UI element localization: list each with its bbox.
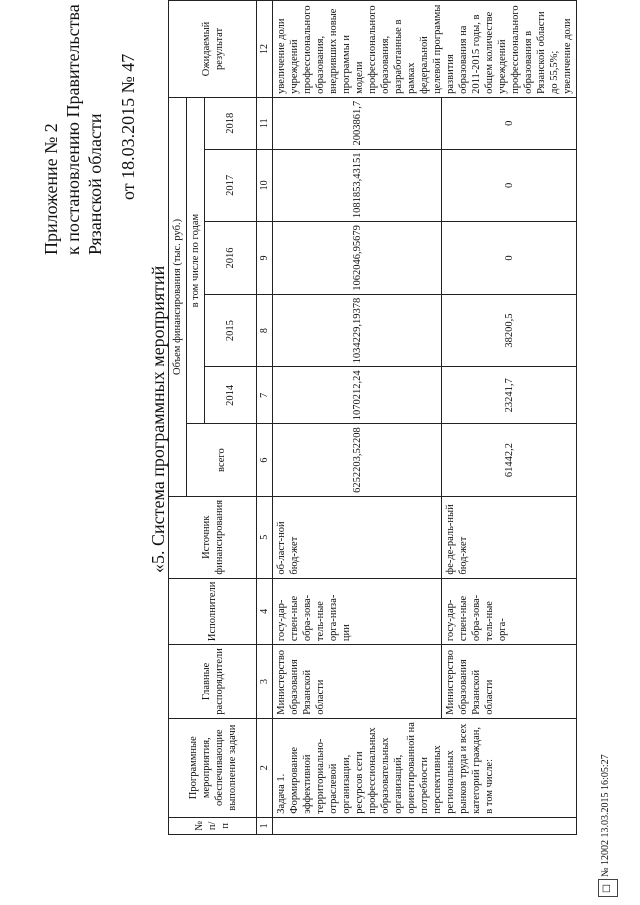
col-number: 7 <box>257 367 273 424</box>
registration-stamp: № 12002 13.03.2015 16:05:27 <box>600 754 611 877</box>
document-stamp-icon: ☐ <box>598 879 618 897</box>
col-number: 1 <box>257 817 273 834</box>
total-cell: 6252203,52208 <box>273 424 442 497</box>
year-2018-cell: 2003861,7 <box>273 97 442 149</box>
year-2015-cell: 1034229,19378 <box>273 294 442 367</box>
year-2014-cell: 23241,7 <box>442 367 577 424</box>
header-total: всего <box>187 424 257 497</box>
header-year-2016: 2016 <box>205 222 257 295</box>
col-number: 5 <box>257 496 273 578</box>
executor-cell: госу-дар-ствен-ные обра-зова-тель-ные орга- <box>442 578 577 645</box>
header-year-2017: 2017 <box>205 149 257 222</box>
decree-date: от 18.03.2015 № 47 <box>118 53 138 200</box>
col-number: 12 <box>257 1 273 98</box>
year-2016-cell: 1062046,95679 <box>273 222 442 295</box>
col-number: 2 <box>257 718 273 817</box>
col-number: 6 <box>257 424 273 497</box>
header-source: Источник финансирования <box>169 496 257 578</box>
executor-cell: госу-дар-ствен-ные обра-зова-тель-ные орга-низа-ции <box>273 578 442 645</box>
header-num: № п/п <box>169 817 257 834</box>
col-number: 10 <box>257 149 273 222</box>
header-result: Ожидаемый результат <box>169 1 257 98</box>
source-cell: об-ласт-ной бюд-жет <box>273 496 442 578</box>
col-number: 11 <box>257 97 273 149</box>
manager-cell: Министерство образования Рязанской области <box>273 645 442 719</box>
source-cell: фе-де-раль-ный бюд-жет <box>442 496 577 578</box>
expected-result: увеличение доли учреждений профессионального образования, внедривших новые программы и модели профессионального образования, разработанные в рамках федеральной целевой программы развития образования на 2011-2015 годы, в общем количестве учреждений профессионального образования в Рязанской области до 55,5%; увеличение доли <box>273 1 577 98</box>
measures-table <box>168 0 577 835</box>
header-year-2018: 2018 <box>205 97 257 149</box>
header-managers: Главные распорядители <box>169 645 257 719</box>
col-number: 9 <box>257 222 273 295</box>
year-2017-cell: 0 <box>442 149 577 222</box>
col-number: 8 <box>257 294 273 367</box>
task-description: Задача 1. Формирование эффективной территориально-отраслевой организации, ресурсов сети профессиональных образовательных организаций, ориентированной на потребности перспективных региональных рынков труда и всех категорий граждан, в том числе: <box>273 718 577 817</box>
col-number: 3 <box>257 645 273 719</box>
year-2015-cell: 38200,5 <box>442 294 577 367</box>
header-executors: Исполнители <box>169 578 257 645</box>
col-number: 4 <box>257 578 273 645</box>
header-by-years: в том числе по годам <box>187 97 205 423</box>
appendix-number: Приложение № 2 <box>41 123 61 255</box>
table-row <box>442 1 577 835</box>
year-2014-cell: 1070212,24 <box>273 367 442 424</box>
table-row <box>273 1 442 835</box>
year-2018-cell: 0 <box>442 97 577 149</box>
appendix-header <box>40 4 106 255</box>
manager-cell: Министерство образования Рязанской области <box>442 645 577 719</box>
region-name: Рязанской области <box>85 113 105 255</box>
year-2017-cell: 1081853,43151 <box>273 149 442 222</box>
decree-reference: к постановлению Правительства <box>63 4 83 255</box>
year-2016-cell: 0 <box>442 222 577 295</box>
row-number-cell <box>273 817 577 834</box>
header-funding: Объем финансирования (тыс. руб.) <box>169 97 187 496</box>
header-measures: Программные мероприятия, обеспечивающие выполнение задачи <box>169 718 257 817</box>
total-cell: 61442,2 <box>442 424 577 497</box>
header-year-2014: 2014 <box>205 367 257 424</box>
section-title: «5. Система программных мероприятий <box>148 265 168 573</box>
header-year-2015: 2015 <box>205 294 257 367</box>
